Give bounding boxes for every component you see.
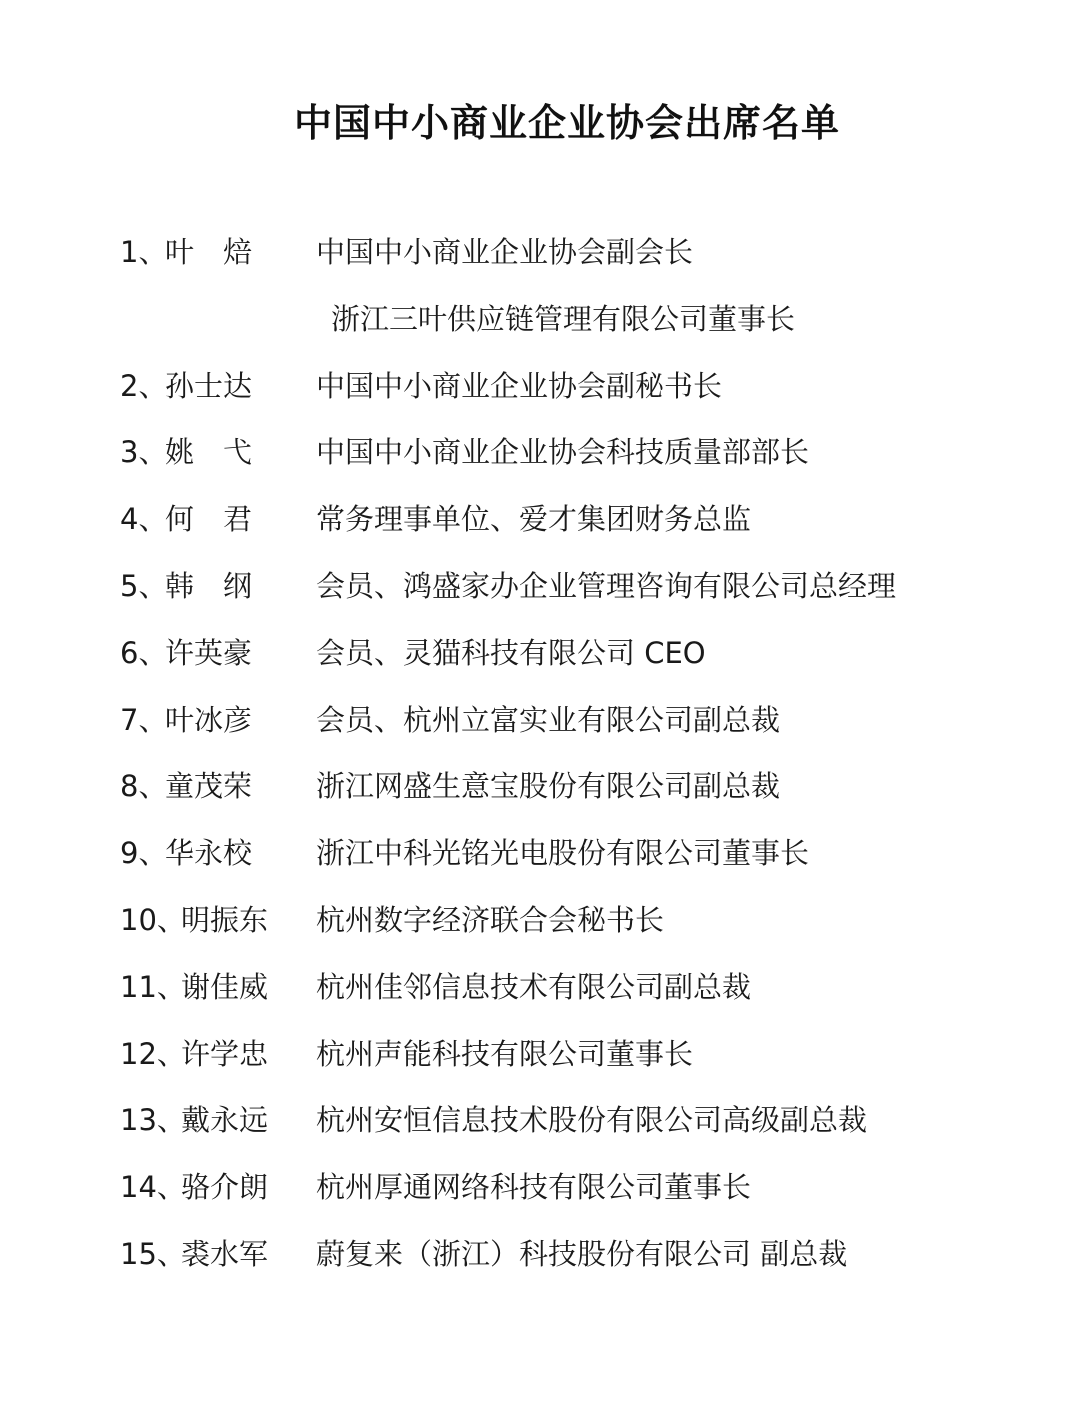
list-item (0, 560, 1080, 627)
item-number: 15、 (120, 1236, 186, 1271)
item-number: 4、 (120, 502, 168, 537)
item-number: 1、 (120, 235, 168, 269)
attendee-title: 常务理事单位、爱才集团财务总监 (316, 502, 752, 537)
attendee-list (0, 226, 1080, 1295)
document-title: 中国中小商业企业协会出席名单 (293, 100, 840, 145)
list-item (0, 827, 1080, 894)
attendee-title: 杭州声能科技有限公司董事长 (316, 1036, 694, 1071)
attendee-title: 中国中小商业企业协会科技质量部部长 (316, 435, 810, 470)
item-number: 2、 (120, 368, 168, 403)
list-item (0, 894, 1080, 961)
attendee-name: 裘水军 (181, 1236, 269, 1271)
list-item (0, 627, 1080, 694)
attendee-name: 何 君 (165, 502, 253, 537)
item-number: 9、 (120, 836, 168, 871)
list-item (0, 493, 1080, 560)
attendee-title: 会员、灵猫科技有限公司 CEO (316, 635, 706, 670)
attendee-name: 许英豪 (165, 635, 253, 670)
list-item (0, 760, 1080, 827)
attendee-name: 戴永远 (181, 1103, 269, 1138)
attendee-name: 华永校 (165, 836, 253, 871)
attendee-name: 骆介朗 (181, 1170, 269, 1205)
list-item (0, 426, 1080, 493)
list-item (0, 1094, 1080, 1161)
list-item (0, 1228, 1080, 1295)
list-item (0, 1161, 1080, 1228)
item-number: 8、 (120, 769, 168, 804)
list-item (0, 694, 1080, 761)
list-item (0, 360, 1080, 427)
item-number: 13、 (120, 1103, 186, 1138)
list-item (0, 226, 1080, 293)
attendee-title: 浙江网盛生意宝股份有限公司副总裁 (316, 769, 781, 804)
attendee-title: 会员、鸿盛家办企业管理咨询有限公司总经理 (316, 568, 897, 603)
attendee-name: 谢佳威 (181, 969, 269, 1004)
attendee-title: 中国中小商业企业协会副秘书长 (316, 368, 723, 403)
list-item (0, 961, 1080, 1028)
attendee-name: 童茂荣 (165, 769, 253, 804)
item-number: 3、 (120, 435, 168, 470)
item-number: 6、 (120, 635, 168, 670)
attendee-title: 浙江三叶供应链管理有限公司董事长 (331, 301, 796, 336)
list-item (0, 1028, 1080, 1095)
attendee-name: 韩 纲 (165, 568, 253, 603)
attendee-title: 中国中小商业企业协会副会长 (316, 235, 694, 269)
attendee-title: 蔚复来（浙江）科技股份有限公司 副总裁 (316, 1236, 848, 1271)
attendee-title: 杭州安恒信息技术股份有限公司高级副总裁 (316, 1103, 868, 1138)
attendee-title: 杭州数字经济联合会秘书长 (316, 902, 665, 937)
attendee-name: 姚 弋 (165, 435, 253, 470)
item-number: 12、 (120, 1036, 186, 1071)
attendee-title: 杭州佳邻信息技术有限公司副总裁 (316, 969, 752, 1004)
item-number: 11、 (120, 969, 186, 1004)
attendee-title: 会员、杭州立富实业有限公司副总裁 (316, 702, 781, 737)
attendee-name: 孙士达 (165, 368, 253, 403)
item-number: 7、 (120, 702, 168, 737)
item-number: 5、 (120, 568, 168, 603)
attendee-title: 杭州厚通网络科技有限公司董事长 (316, 1170, 752, 1205)
item-number: 10、 (120, 902, 186, 937)
item-number: 14、 (120, 1170, 186, 1205)
attendee-name: 叶冰彦 (165, 702, 253, 737)
attendee-name: 许学忠 (181, 1036, 269, 1071)
attendee-name: 明振东 (181, 902, 269, 937)
list-item (0, 293, 1080, 360)
attendee-title: 浙江中科光铭光电股份有限公司董事长 (316, 836, 810, 871)
attendee-name: 叶 焙 (165, 235, 253, 269)
